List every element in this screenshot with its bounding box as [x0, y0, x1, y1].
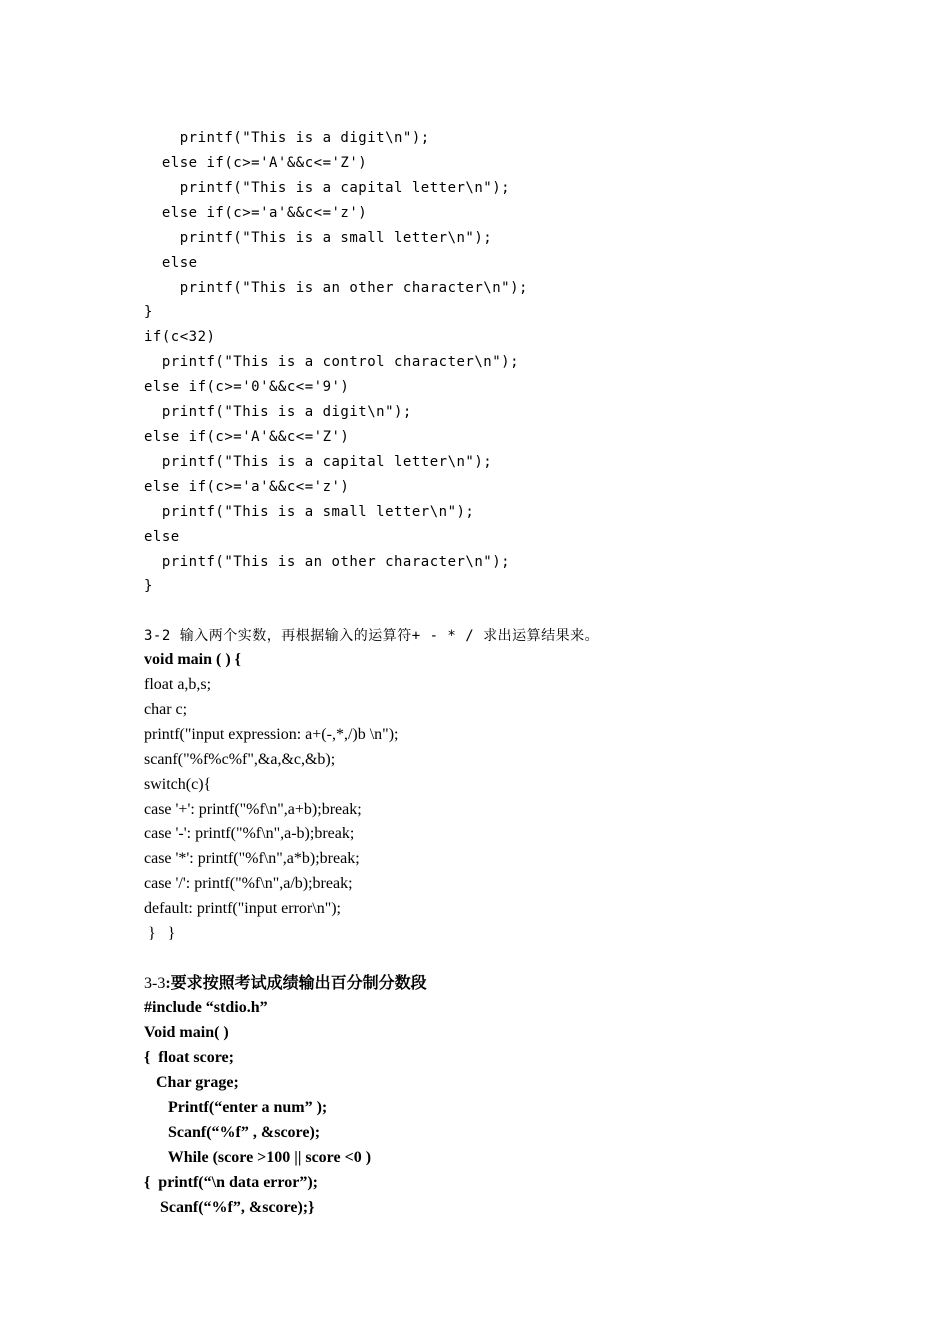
code-line: else if(c>='A'&&c<='Z'): [144, 155, 368, 171]
code-line: switch(c){: [144, 776, 212, 793]
code-line: Scanf(“%f” , &score);: [144, 1124, 321, 1141]
section-3-2-heading: 3-2 输入两个实数，再根据输入的运算符+ - * / 求出运算结果来。: [144, 628, 600, 644]
code-line: case '*': printf("%f\n",a*b);break;: [144, 850, 360, 867]
code-line: Scanf(“%f”, &score);}: [144, 1199, 315, 1216]
code-line: case '-': printf("%f\n",a-b);break;: [144, 825, 355, 842]
code-line: else: [144, 255, 198, 271]
code-line: Printf(“enter a num” );: [144, 1099, 328, 1116]
code-line: printf("This is a digit\n");: [144, 404, 412, 420]
code-line: } }: [144, 925, 176, 942]
code-line: }: [144, 304, 153, 320]
code-line: printf("This is a digit\n");: [144, 130, 430, 146]
code-line: { printf(“\n data error”);: [144, 1174, 318, 1191]
code-line: else if(c>='a'&&c<='z'): [144, 479, 350, 495]
code-line: default: printf("input error\n");: [144, 900, 341, 917]
section-3-3-title: :要求按照考试成绩输出百分制分数段: [165, 975, 427, 992]
code-line: { float score;: [144, 1049, 234, 1066]
code-line: float a,b,s;: [144, 676, 212, 693]
code-line: else if(c>='0'&&c<='9'): [144, 379, 350, 395]
code-line: printf("This is a small letter\n");: [144, 230, 493, 246]
code-line: Void main( ): [144, 1024, 229, 1041]
section-3-3-heading: [144, 974, 427, 994]
code-line: While (score >100 || score <0 ): [144, 1149, 372, 1166]
code-line: printf("This is a small letter\n");: [144, 504, 475, 520]
code-line: printf("This is a capital letter\n");: [144, 180, 511, 196]
code-line: printf("input expression: a+(-,*,/)b \n");: [144, 726, 399, 743]
code-line: #include “stdio.h”: [144, 999, 268, 1016]
code-line: char c;: [144, 701, 188, 718]
code-line-main: void main ( ) {: [144, 651, 241, 668]
code-line: printf("This is a capital letter\n");: [144, 454, 493, 470]
code-line: else: [144, 529, 180, 545]
code-line: Char grage;: [144, 1074, 239, 1091]
code-line: case '/': printf("%f\n",a/b);break;: [144, 875, 353, 892]
code-line: if(c<32): [144, 329, 216, 345]
code-line: printf("This is a control character\n");: [144, 354, 520, 370]
section-3-3-number: 3-3: [144, 975, 166, 992]
code-line: else if(c>='A'&&c<='Z'): [144, 429, 350, 445]
code-line: }: [144, 578, 153, 594]
code-line: printf("This is an other character\n");: [144, 554, 511, 570]
code-line: printf("This is an other character\n");: [144, 280, 528, 296]
code-line: scanf("%f%c%f",&a,&c,&b);: [144, 751, 336, 768]
code-line: case '+': printf("%f\n",a+b);break;: [144, 801, 362, 818]
code-line: else if(c>='a'&&c<='z'): [144, 205, 368, 221]
